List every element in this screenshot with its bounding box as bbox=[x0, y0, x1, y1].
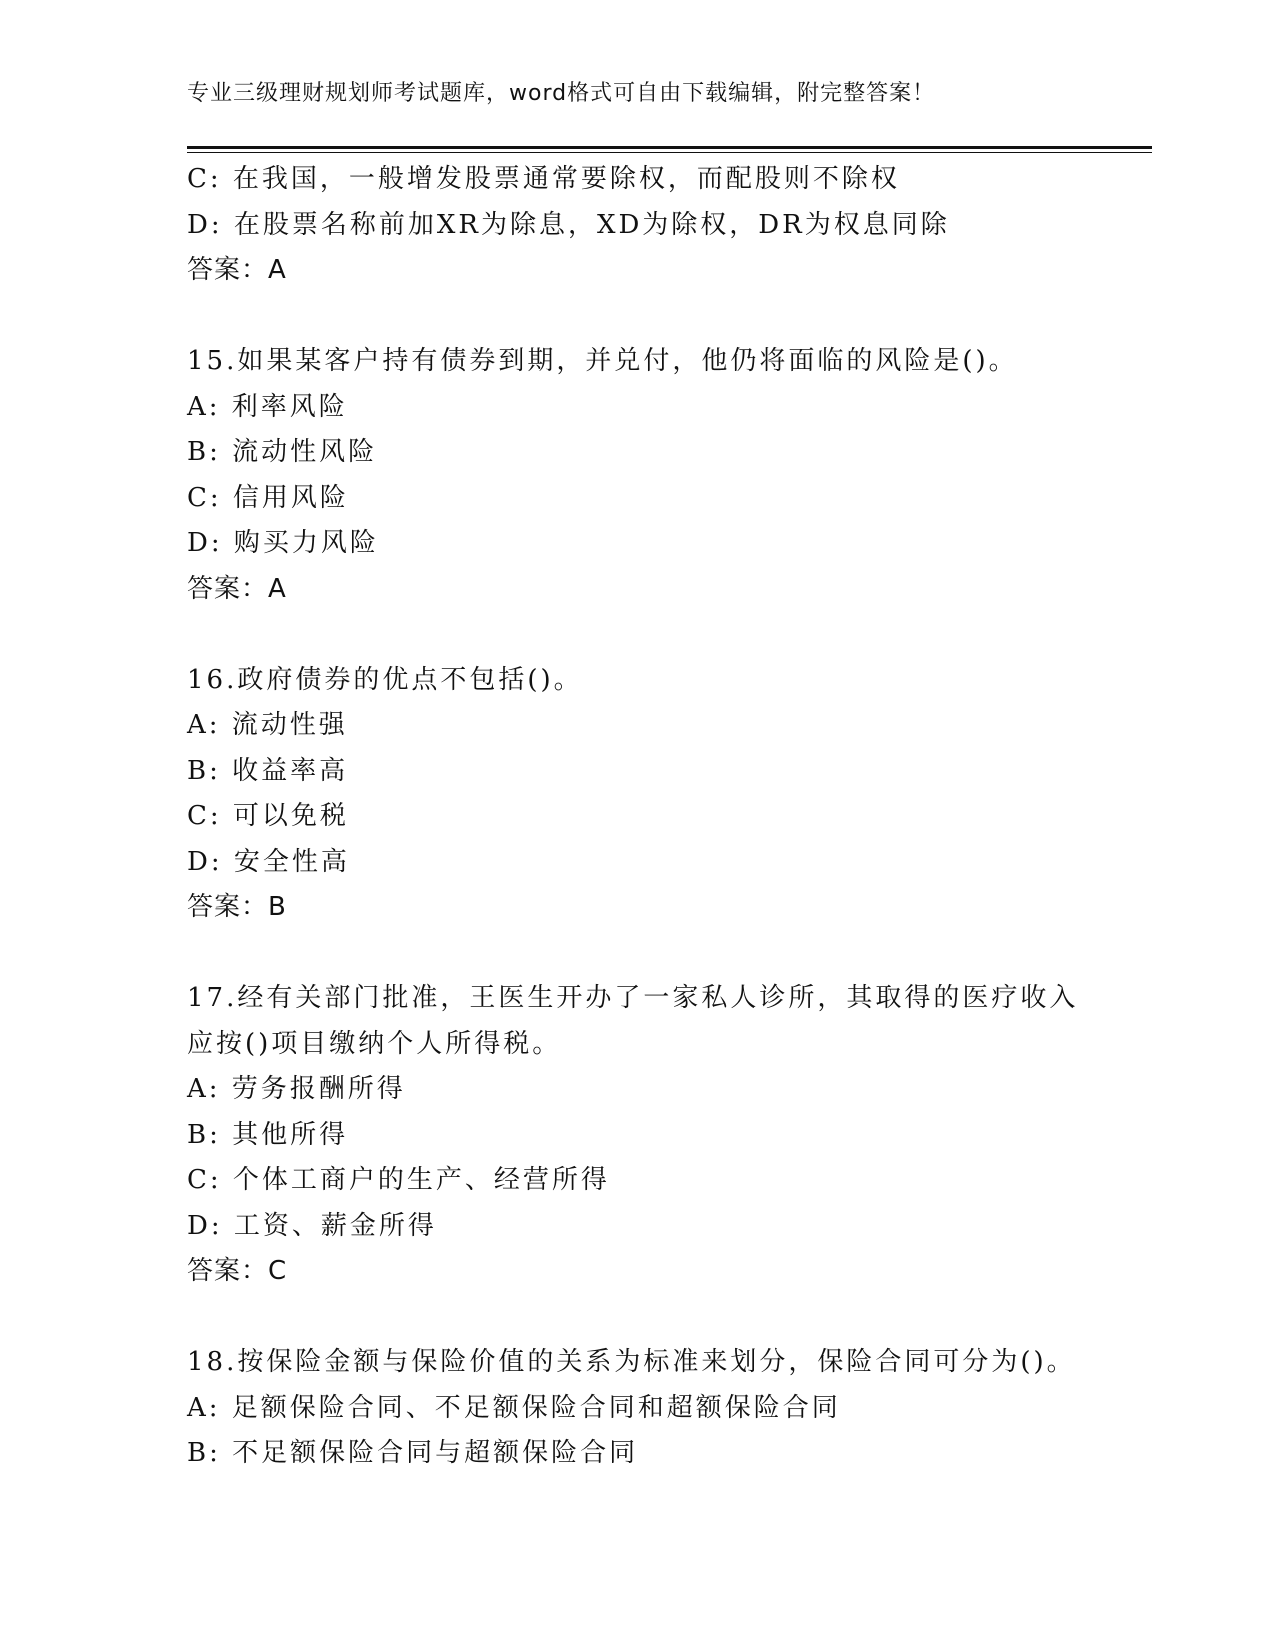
option-line: A: 利率风险 bbox=[187, 391, 348, 422]
answer-line: 答案：C bbox=[187, 1256, 288, 1286]
option-line: A: 劳务报酬所得 bbox=[187, 1074, 406, 1104]
page-header: 专业三级理财规划师考试题库，word格式可自由下载编辑，附完整答案！ bbox=[187, 81, 936, 106]
question-stem: 17.经有关部门批准，王医生开办了一家私人诊所，其取得的医疗收入 bbox=[187, 983, 1079, 1013]
option-line: D: 工资、薪金所得 bbox=[187, 1210, 437, 1241]
question-stem: 16.政府债券的优点不包括()。 bbox=[187, 664, 583, 695]
header-rule-thick bbox=[187, 146, 1152, 149]
option-line: C: 信用风险 bbox=[187, 482, 349, 513]
option-line: B: 其他所得 bbox=[187, 1119, 349, 1150]
option-line: D: 在股票名称前加XR为除息，XD为除权，DR为权息同除 bbox=[187, 209, 950, 240]
question-gap bbox=[187, 931, 1147, 977]
question-gap bbox=[187, 1295, 1147, 1341]
header-rule-thin bbox=[187, 152, 1152, 153]
option-line: A: 流动性强 bbox=[187, 710, 348, 740]
option-line: D: 安全性高 bbox=[187, 846, 350, 877]
option-line: D: 购买力风险 bbox=[187, 528, 379, 558]
option-line: C: 个体工商户的生产、经营所得 bbox=[187, 1165, 610, 1195]
option-line: C: 可以免税 bbox=[187, 801, 349, 831]
question-gap bbox=[187, 612, 1147, 658]
option-line: C: 在我国，一般增发股票通常要除权，而配股则不除权 bbox=[187, 164, 900, 194]
answer-line: 答案：A bbox=[187, 573, 287, 604]
option-line: B: 收益率高 bbox=[187, 755, 349, 786]
question-stem-continued: 应按()项目缴纳个人所得税。 bbox=[187, 1028, 562, 1059]
option-line: B: 不足额保险合同与超额保险合同 bbox=[187, 1438, 639, 1468]
answer-line: 答案：B bbox=[187, 892, 287, 922]
question-stem: 15.如果某客户持有债券到期，并兑付，他仍将面临的风险是()。 bbox=[187, 346, 1018, 376]
option-line: B: 流动性风险 bbox=[187, 437, 378, 467]
option-line: A: 足额保险合同、不足额保险合同和超额保险合同 bbox=[187, 1392, 841, 1423]
answer-line: 答案：A bbox=[187, 255, 287, 285]
question-stem: 18.按保险金额与保险价值的关系为标准来划分，保险合同可分为()。 bbox=[187, 1347, 1076, 1377]
document-body bbox=[187, 157, 1147, 1477]
question-gap bbox=[187, 294, 1147, 340]
